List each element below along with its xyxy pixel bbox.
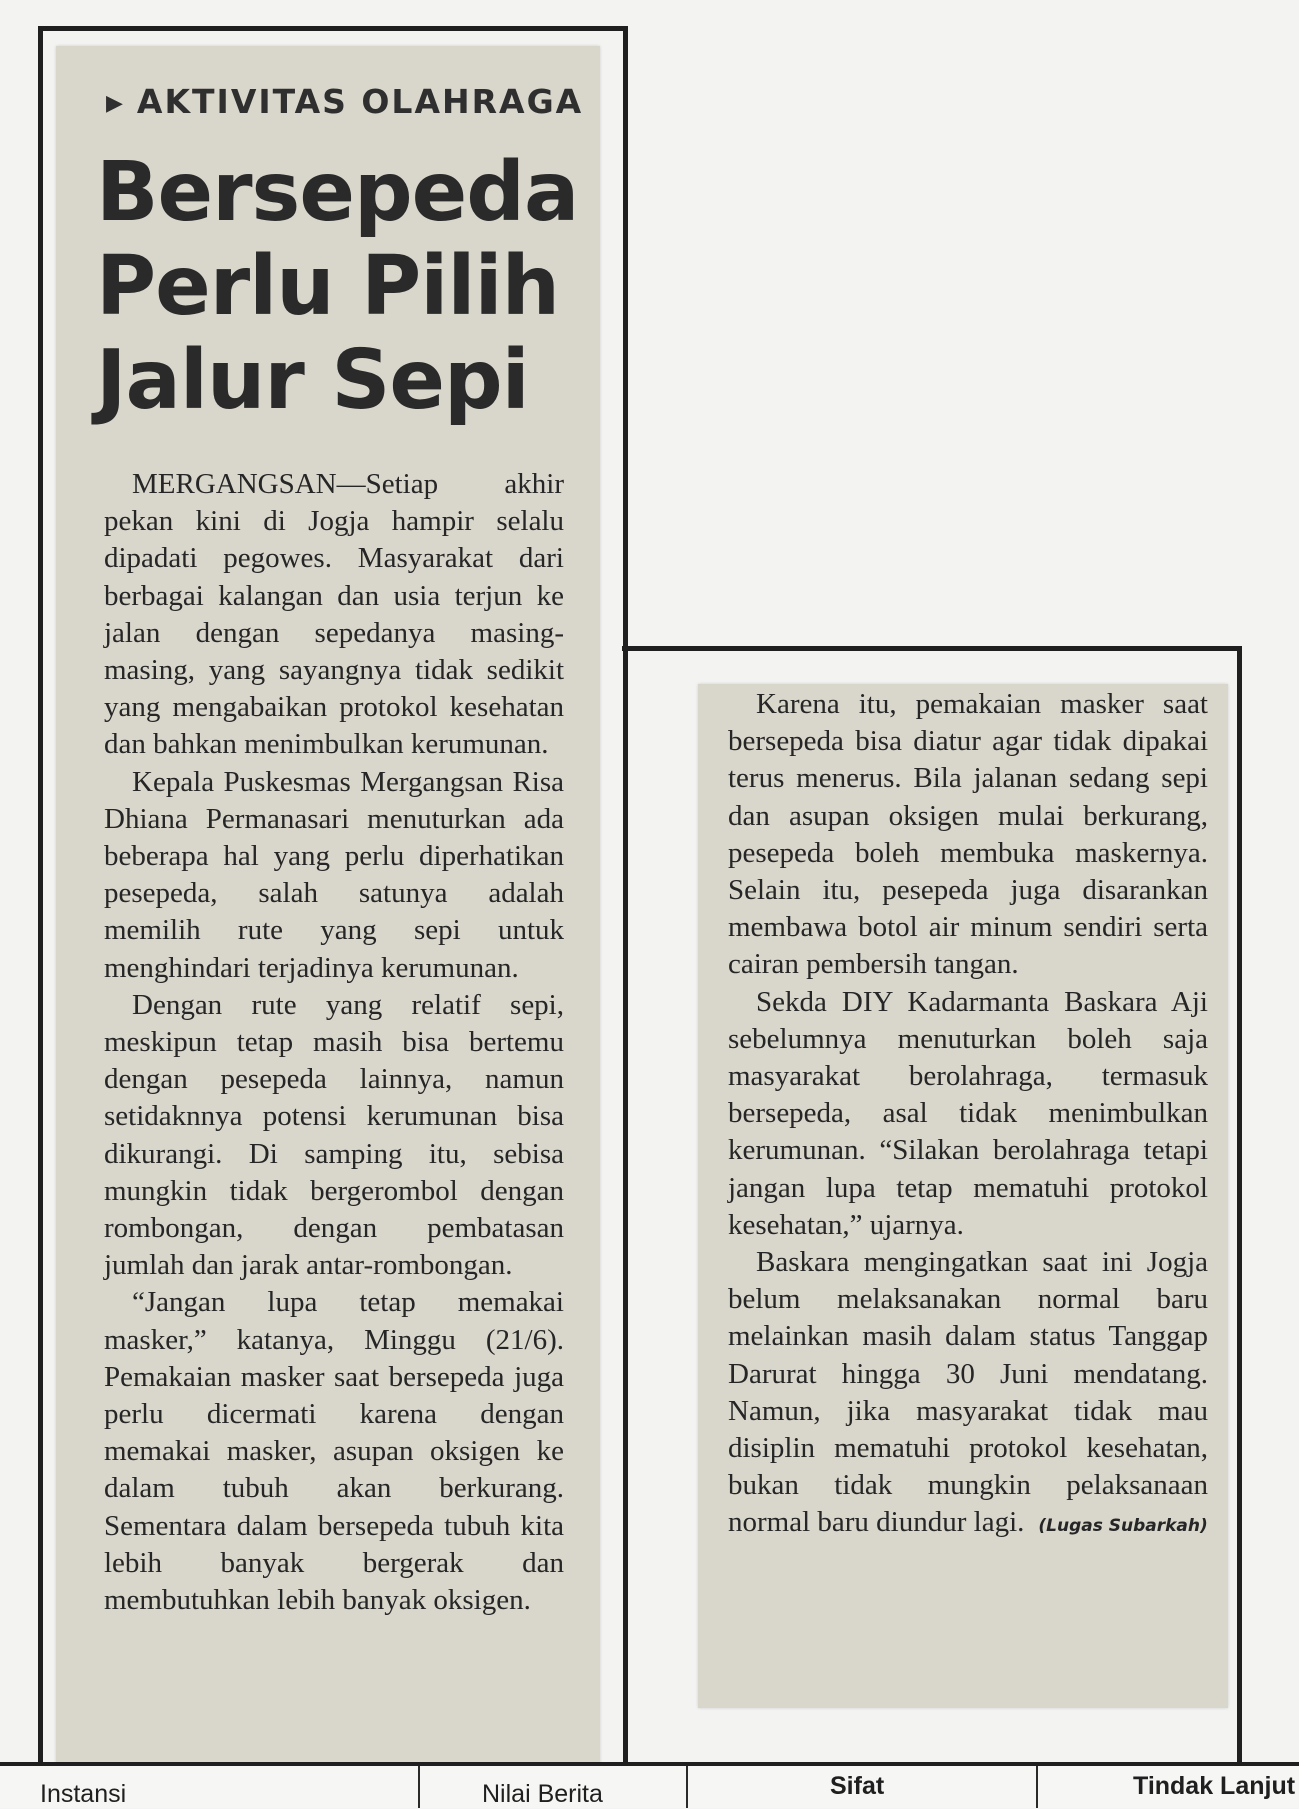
- newspaper-clipping-left: [56, 46, 600, 1776]
- form-table-header: [0, 1762, 1299, 1808]
- header-cell-nilai-berita: Nilai Berita: [420, 1766, 688, 1808]
- paragraph: Kepala Puskesmas Mergangsan Risa Dhiana Permanasari menuturkan ada beberapa hal yang perlu diperhatikan pesepeda, salah satunya adalah memilih rute yang sepi untuk menghindari terjadinya kerumunan.: [104, 765, 564, 984]
- triangle-bullet-icon: ▶: [106, 91, 125, 116]
- paragraph: MERGANGSAN—Setiap akhir pekan kini di Jogja hampir selalu dipadati pegowes. Masyarakat dari berbagai kalangan dan usia terjun ke jalan dengan sepedanya masing-masing, yang sayangnya tidak sedikit yang mengabaikan protokol kesehatan dan bahkan menimbulkan kerumunan.: [104, 468, 564, 761]
- headline-line: Jalur Sepi: [96, 333, 529, 428]
- paragraph: “Jangan lupa tetap memakai masker,” katanya, Minggu (21/6). Pemakaian masker saat bersepeda juga perlu dicermati karena dengan memakai masker, asupan oksigen ke dalam tubuh akan berkurang. Sementara dalam bersepeda tubuh kita lebih banyak bergerak dan membutuhkan lebih banyak oksigen.: [104, 1286, 564, 1617]
- article-byline: (Lugas Subarkah): [1038, 1516, 1208, 1537]
- article-column-right: [728, 686, 1208, 1546]
- article-headline: [96, 146, 596, 428]
- paragraph: Karena itu, pemakaian masker saat bersepeda bisa diatur agar tidak dipakai terus menerus. Bila jalanan sedang sepi dan asupan oksigen mulai berkurang, pesepeda boleh membuka maskernya. Selain itu, pesepeda juga disarankan membawa botol air minum sendiri serta cairan pembersih tangan.: [728, 688, 1208, 981]
- article-kicker: ▶ AKTIVITAS OLAHRAGA: [106, 82, 584, 121]
- article-column-left: [104, 466, 564, 1619]
- headline-line: Bersepeda: [96, 145, 579, 240]
- header-cell-instansi: Instansi: [0, 1766, 420, 1808]
- headline-line: Perlu Pilih: [96, 239, 559, 334]
- paragraph: Sekda DIY Kadarmanta Baskara Aji sebelumnya menuturkan boleh saja masyarakat berolahraga, termasuk bersepeda, asal tidak menimbulkan kerumunan. “Silakan berolahraga tetapi jangan lupa tetap mematuhi protokol kesehatan,” ujarnya.: [728, 985, 1208, 1241]
- paragraph: Dengan rute yang relatif sepi, meskipun tetap masih bisa bertemu dengan pesepeda lainnya, namun setidaknnya potensi kerumunan bisa dikurangi. Di samping itu, sebisa mungkin tidak bergerombol dengan rombongan, dengan pembatasan jumlah dan jarak antar-rombongan.: [104, 988, 564, 1282]
- header-cell-sifat: Sifat: [688, 1766, 1038, 1808]
- paragraph: [728, 1244, 1208, 1546]
- header-cell-tindak-lanjut: Tindak Lanjut: [1133, 1772, 1296, 1800]
- newspaper-clipping-right: [698, 684, 1228, 1708]
- paragraph-text: Baskara mengingatkan saat ini Jogja belum melaksanakan normal baru melainkan masih dalam status Tanggap Darurat hingga 30 Juni mendatang. Namun, jika masyarakat tidak mau disiplin mematuhi protokol kesehatan, bukan tidak mungkin pelaksanaan normal baru diundur lagi.: [728, 1246, 1208, 1539]
